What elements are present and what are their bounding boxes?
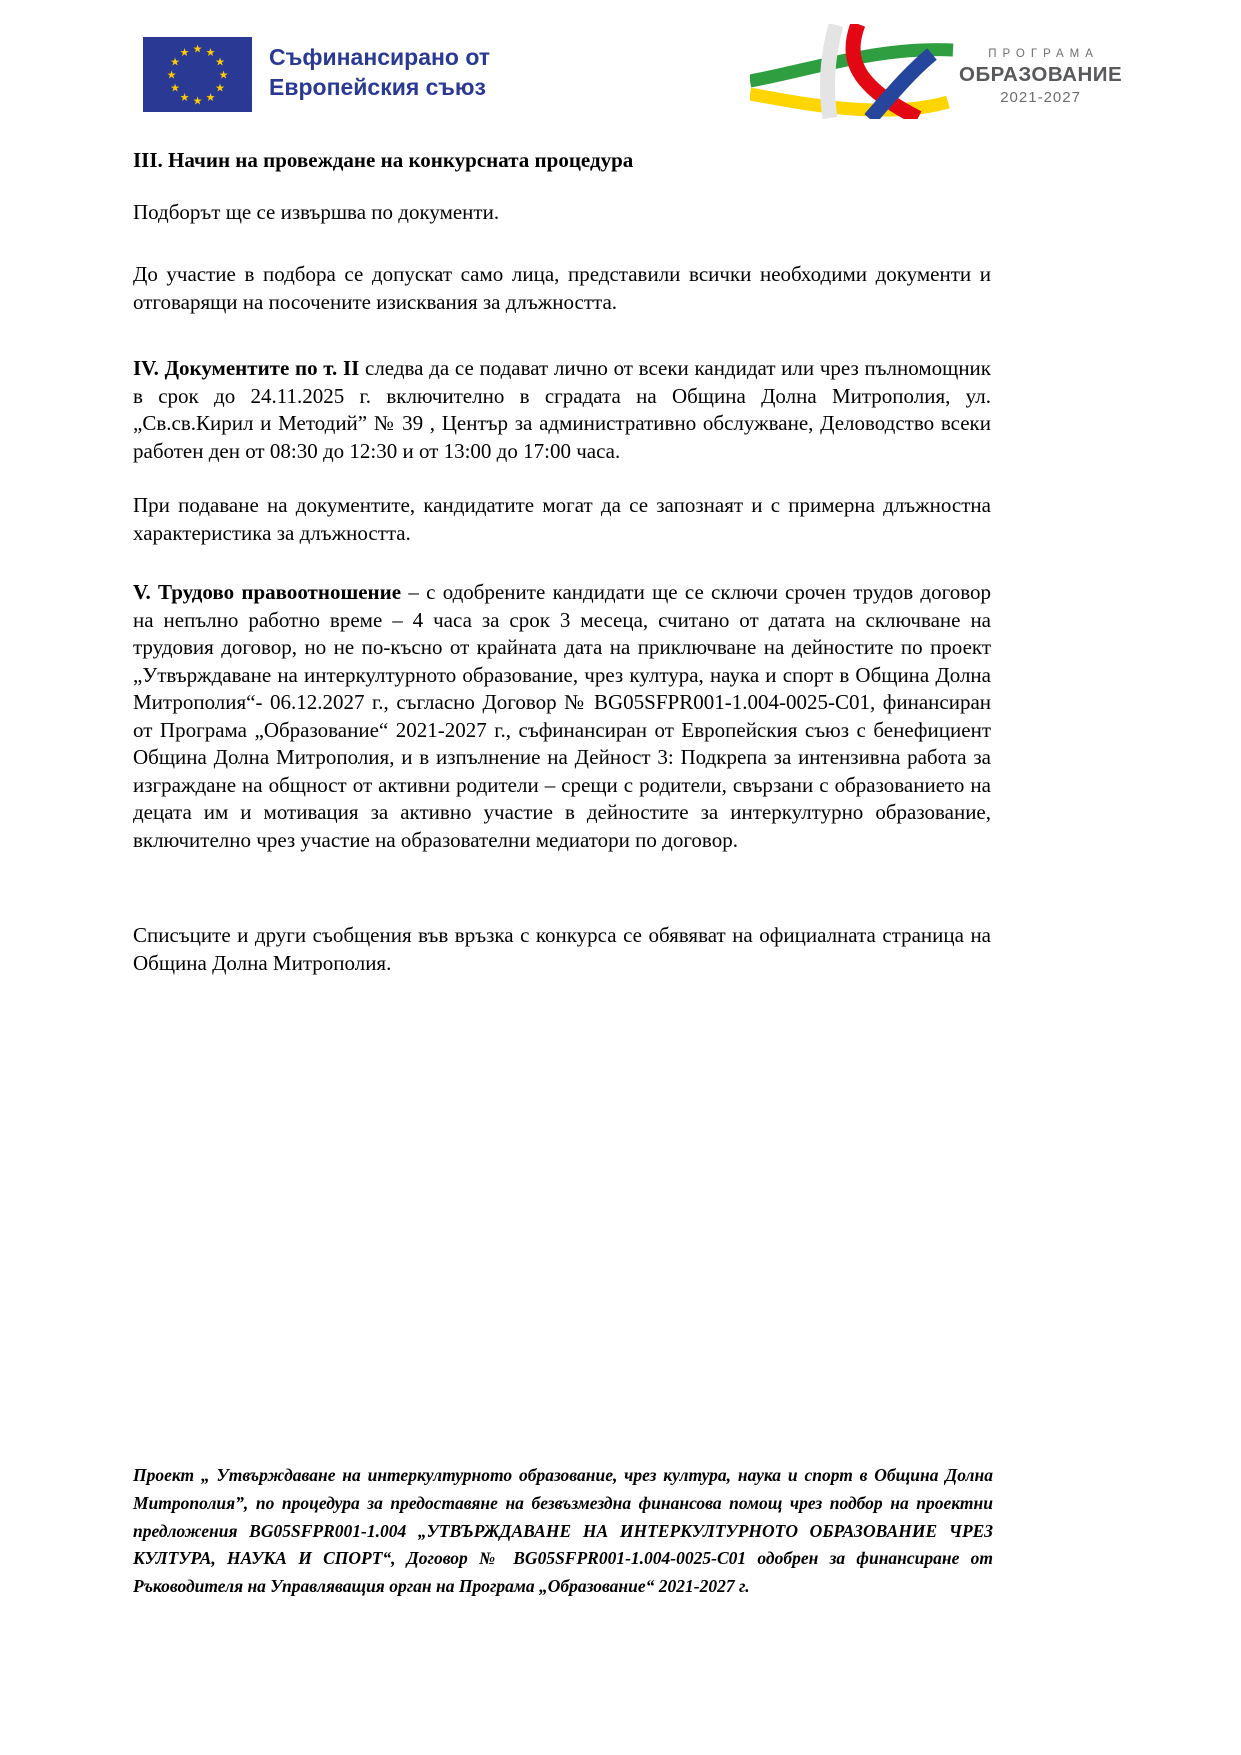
paragraph-section-v — [133, 579, 991, 854]
eu-cofunded-logo — [143, 37, 490, 112]
svg-text:★: ★ — [179, 91, 190, 104]
ribbons-icon — [750, 24, 955, 119]
svg-text:★: ★ — [170, 81, 180, 95]
program-name: ОБРАЗОВАНИЕ — [959, 62, 1123, 86]
svg-text:★: ★ — [192, 94, 203, 108]
paragraph-section-iv — [133, 355, 991, 465]
svg-text:★: ★ — [218, 68, 229, 82]
paragraph-lists: Списъците и други съобщения във връзка с конкурса се обявяват на официалната страница на Община Долна Митрополия. — [133, 923, 991, 975]
program-logo-text — [959, 48, 1122, 106]
program-kicker: ПРОГРАМА — [988, 47, 1099, 60]
paragraph-admission: До участие в подбора се допускат само лица, представили всички необходими документи и отговарящи на посочените изисквания за длъжността. — [133, 262, 991, 314]
section-v-text: – с одобрените кандидати ще се сключи срочен трудов договор на непълно работно време – 4 часа за срок 3 месеца, считано от датата на сключване на трудовия договор, но не по-късно от крайната дата на приключване на дейностите по проект „Утвърждаване на интеркултурното образование, чрез култура, наука и спорт в Община Долна Митрополия“- 06.12.2027 г., съгласно Договор № BG05SFPR001-1.004-0025-C01, финансиран от Програма „Образование“ 2021-2027 г., съфинансиран от Европейския съюз с бенефициент Община Долна Митрополия, и в изпълнение на Дейност 3: Подкрепа за интензивна работа за изграждане на общност от активни родители – срещи с родители, свързани с образованието на децата им и мотивация за активно участие в дейностите за интеркултурно образование, включително чрез участие на образователни медиатори по договор. — [133, 580, 991, 852]
program-years: 2021-2027 — [1000, 88, 1081, 106]
section-iv-text: следва да се подават лично от всеки кандидат или чрез пълномощник в срок до 24.11.2025 г. включително в сградата на Община Долна Митрополия, ул. „Св.св.Кирил и Методий” № 39 , Център за административно обслужване, Деловодство всеки работен ден от 08:30 до 12:30 и от 13:00 до 17:00 часа. — [133, 356, 991, 463]
paragraph-familiarize: При подаване на документите, кандидатите могат да се запознаят и с примерна длъжностна характеристика за длъжността. — [133, 493, 991, 545]
svg-text:★: ★ — [170, 55, 180, 69]
section-iii-heading: III. Начин на провеждане на конкурсната процедура — [133, 148, 634, 172]
eu-cofinance-line2: Европейския съюз — [269, 74, 486, 100]
svg-text:★: ★ — [205, 91, 216, 104]
section-iv-lead: IV. Документите по т. II — [133, 356, 360, 380]
eu-cofinance-line1: Съфинансирано от — [269, 44, 491, 70]
svg-text:★: ★ — [192, 42, 203, 56]
svg-text:★: ★ — [166, 68, 177, 82]
svg-text:★: ★ — [205, 46, 216, 59]
svg-text:★: ★ — [215, 55, 225, 69]
program-education-logo — [750, 24, 1122, 119]
svg-text:★: ★ — [215, 81, 225, 95]
eu-flag-icon — [143, 37, 252, 112]
paragraph-selection: Подборът ще се извършва по документи. — [133, 200, 500, 224]
section-v-lead: V. Трудово правоотношение — [133, 580, 402, 604]
eu-cofinance-text — [269, 37, 490, 112]
svg-text:★: ★ — [179, 46, 190, 59]
project-footnote: Проект „ Утвърждаване на интеркултурното образование, чрез култура, наука и спорт в Община Долна Митрополия”, по процедура за предоставяне на безвъзмездна финансова помощ чрез подбор на проектни предложения BG05SFPR001-1.004 „УТВЪРЖДАВАНЕ НА ИНТЕРКУЛТУРНОТО ОБРАЗОВАНИЕ ЧРЕЗ КУЛТУРА, НАУКА И СПОРТ“, Договор № BG05SFPR001-1.004-0025-C01 одобрен за финансиране от Ръководителя на Управляващия орган на Програма „Образование“ 2021-2027 г. — [133, 1465, 993, 1597]
